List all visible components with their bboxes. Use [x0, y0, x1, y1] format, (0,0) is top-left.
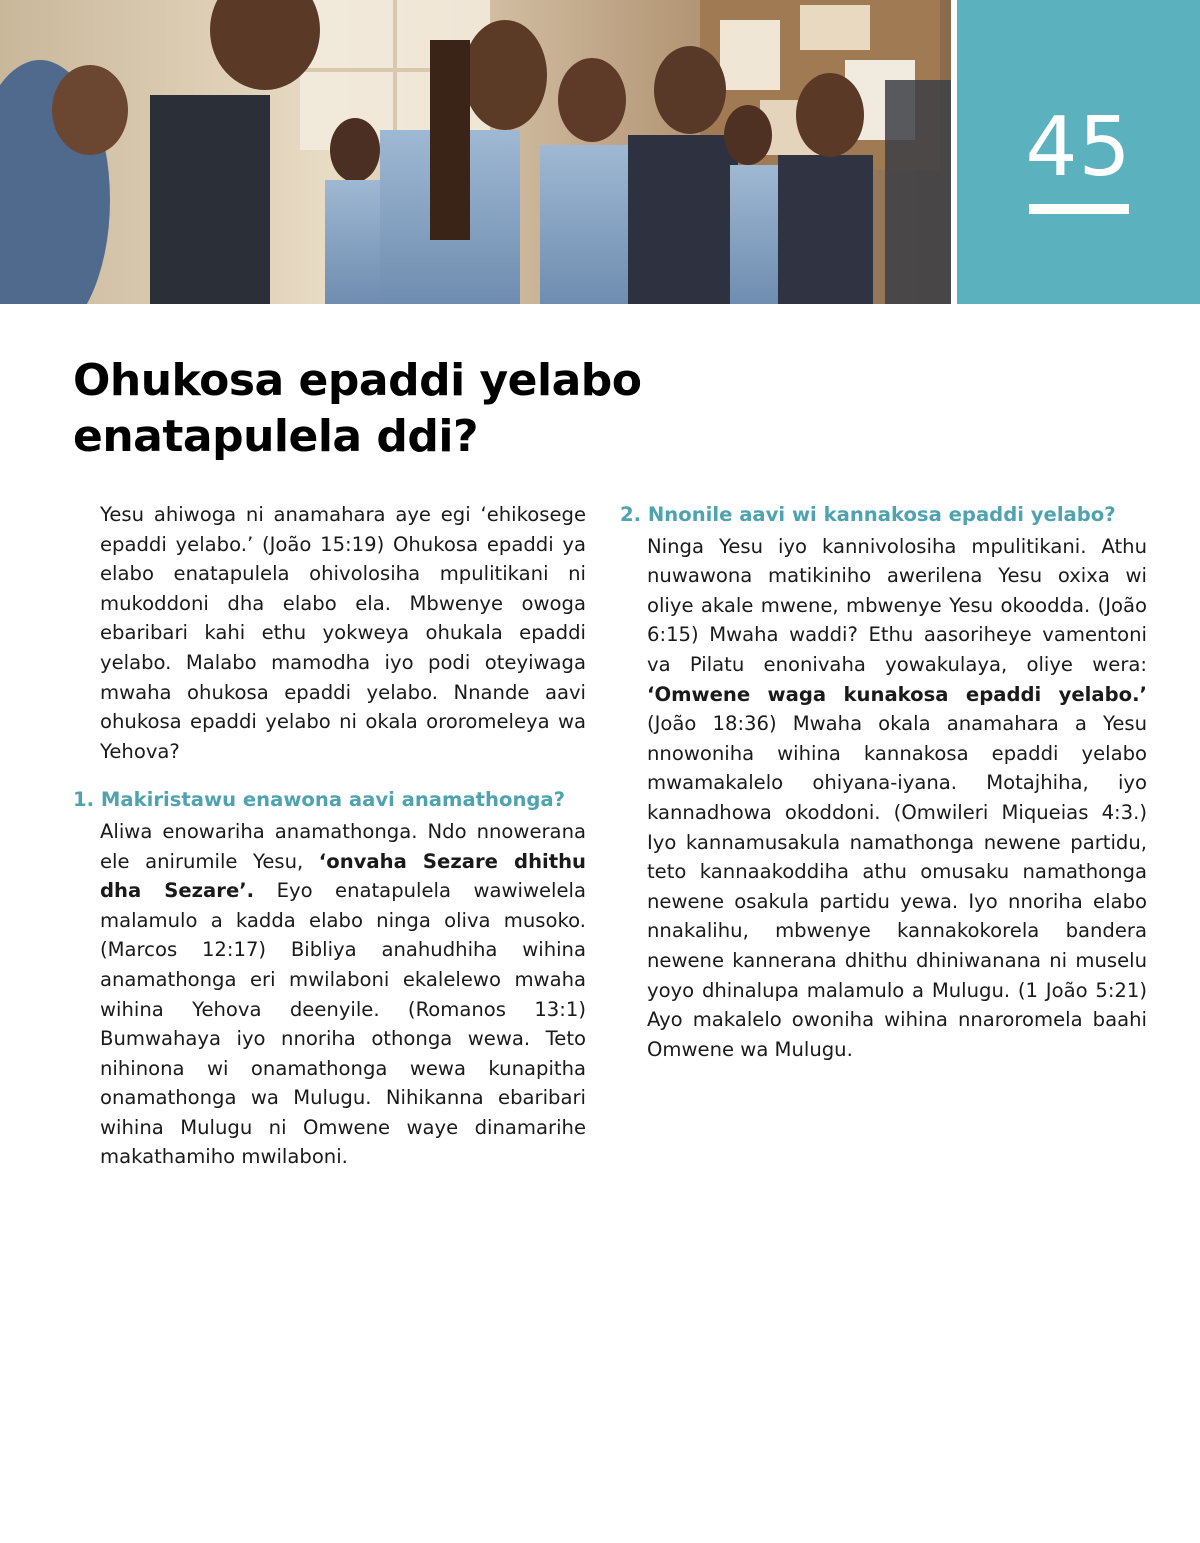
badge-underline: [1029, 204, 1129, 214]
section-2-paragraph: [647, 532, 1147, 1065]
section-1-heading: 1. Makiristawu enawona aavi anamathonga?: [73, 788, 566, 812]
left-column: [73, 500, 586, 1172]
section-2-text-a: Ninga Yesu iyo kannivolosiha mpulitikani. Athu nuwawona matikiniho awerilena Yesu oxixa wi oliye akale mwene, mbwenye Yesu okoodda. (João 6:15) Mwaha waddi? Ethu aasoriheye vamentoni va Pilatu enonivaha yowakulaya, oliye wera:: [647, 534, 1147, 676]
section-1-text-b: Eyo enatapulela wawiwelela malamulo a kadda elabo ninga oliva musoko. (Marcos 12:17) Bibliya anahudhiha wihina anamathonga eri mwilaboni ekalelewo mwaha wihina Yehova deenyile. (Romanos 13:1) Bumwahaya iyo nnoriha othonga wewa. Teto nihinona wi onamathonga wewa kunapitha onamathonga wa Mulugu. Nihikanna ebaribari wihina Mulugu ni Omwene waye dinamarihe makathamiho mwilaboni.: [100, 879, 586, 1169]
right-column: [620, 500, 1147, 1064]
lesson-badge: [957, 0, 1200, 304]
section-2-heading: 2. Nnonile aavi wi kannakosa epaddi yelabo?: [620, 503, 1116, 526]
students-standing-hand-on-chest-photo: [0, 0, 951, 304]
page-title: Ohukosa epaddi yelabo enatapulela ddi?: [73, 355, 642, 462]
section-2-quote: ‘Omwene waga kunakosa epaddi yelabo.’: [647, 682, 1147, 706]
section-1-paragraph: [100, 817, 586, 1172]
lesson-number: 45: [1025, 100, 1132, 195]
hero-photo: [0, 0, 951, 304]
section-2-text-b: (João 18:36) Mwaha okala anamahara a Yesu nnowoniha wihina kannakosa epaddi yelabo mwamakalelo ohiyana-iyana. Motajhiha, iyo kannadhowa okoddoni. (Omwileri Miqueias 4:3.) Iyo kannamusakula namathonga newene partidu, teto kannaakoddiha athu omusaku namathonga newene osakula partidu yewa. Iyo nnoriha elabo nnakalihu, mbwenye kannakokorela bandera newene kannerana dhithu dhiniwanana ni muselu yoyo dhinalupa malamulo a Mulugu. (1 João 5:21) Ayo makalelo owoniha wihina nnaroromela baahi Omwene wa Mulugu.: [647, 712, 1147, 1061]
section-1-quote: ‘onvaha Sezare dhithu dha Sezare’.: [100, 849, 586, 903]
section-1-text-a: Aliwa enowariha anamathonga. Ndo nnowerana ele anirumile Yesu,: [100, 819, 586, 873]
intro-paragraph: Yesu ahiwoga ni anamahara aye egi ‘ehikosege epaddi yelabo.’ (João 15:19) Ohukosa epaddi ya elabo enatapulela ohivolosiha mpulitikani ni mukoddoni dha elabo ela. Mbwenye owoga ebaribari kahi ethu yokweya ohukala epaddi yelabo. Malabo mamodha iyo podi oteyiwaga mwaha ohukosa epaddi yelabo. Nnande aavi ohukosa epaddi yelabo ni okala ororomeleya wa Yehova?: [100, 503, 586, 763]
